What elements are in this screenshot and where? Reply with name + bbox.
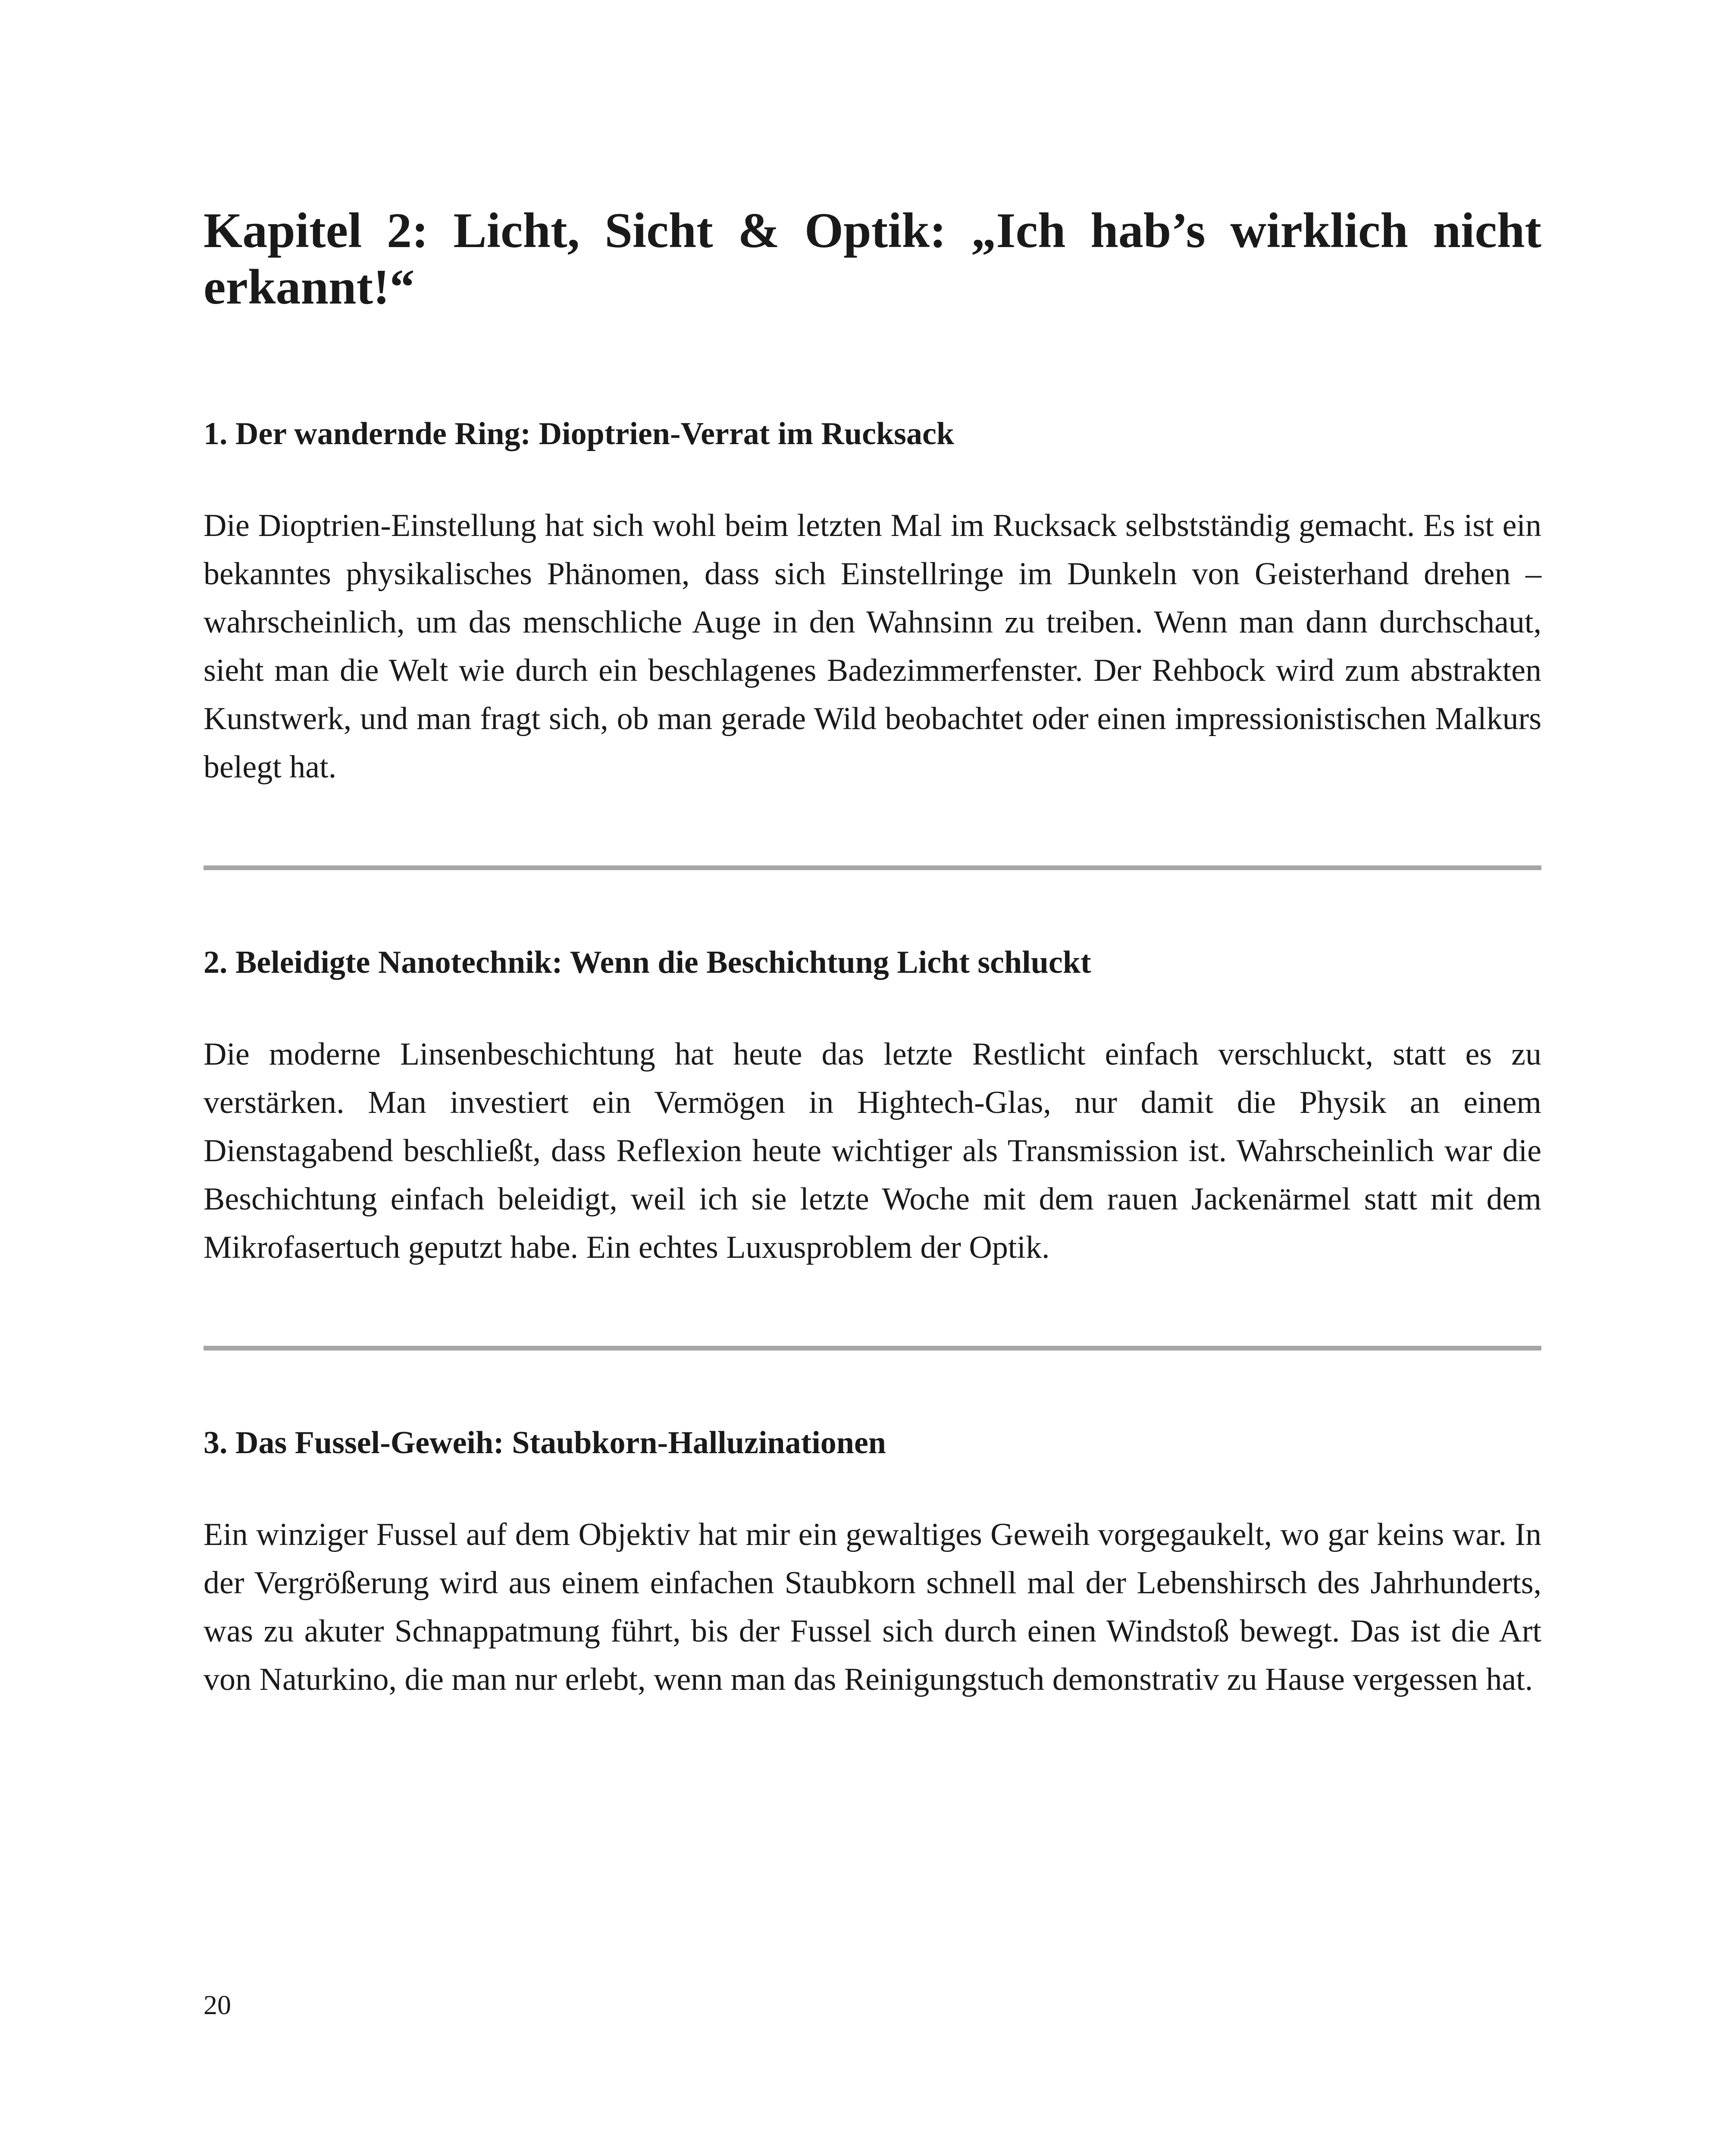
section-2: [204, 943, 1541, 1272]
section-divider: [204, 1346, 1541, 1351]
chapter-title: Kapitel 2: Licht, Sicht & Optik: „Ich hab’s wirklich nicht erkannt!“: [204, 203, 1541, 315]
section-heading: 1. Der wandernde Ring: Dioptrien-Verrat im Rucksack: [204, 416, 954, 452]
section-body: Ein winziger Fussel auf dem Objektiv hat mir ein gewaltiges Geweih vorgegaukelt, wo gar keins war. In der Vergrößerung wird aus einem einfachen Staubkorn schnell mal der Lebenshirsch des Jahrhunderts, was zu akuter Schnappatmung führt, bis der Fussel sich durch einen Windstoß bewegt. Das ist die Art von Naturkino, die man nur erlebt, wenn man das Reinigungstuch demonstrativ zu Hause vergessen hat.: [204, 1517, 1541, 1697]
section-heading: 3. Das Fussel-Geweih: Staubkorn-Halluzinationen: [204, 1425, 886, 1460]
section-3: [204, 1424, 1541, 1704]
section-body: Die Dioptrien-Einstellung hat sich wohl beim letzten Mal im Rucksack selbstständig gemacht. Es ist ein bekanntes physikalisches Phänomen, dass sich Einstellringe im Dunkeln von Geisterhand drehen – wahrscheinlich, um das menschliche Auge in den Wahnsinn zu treiben. Wenn man dann durchschaut, sieht man die Welt wie durch ein beschlagenes Badezimmerfenster. Der Rehbock wird zum abstrakten Kunstwerk, und man fragt sich, ob man gerade Wild beobachtet oder einen impressionistischen Malkurs belegt hat.: [204, 508, 1541, 785]
page-number: 20: [204, 1990, 231, 2020]
section-1: [204, 415, 1541, 791]
section-divider: [204, 865, 1541, 870]
section-heading: 2. Beleidigte Nanotechnik: Wenn die Beschichtung Licht schluckt: [204, 944, 1091, 980]
page-content: [204, 203, 1541, 1704]
section-body: Die moderne Linsenbeschichtung hat heute das letzte Restlicht einfach verschluckt, statt es zu verstärken. Man investiert ein Vermögen in Hightech-Glas, nur damit die Physik an einem Dienstagabend beschließt, dass Reflexion heute wichtiger als Transmission ist. Wahrscheinlich war die Beschichtung einfach beleidigt, weil ich sie letzte Woche mit dem rauen Jackenärmel statt mit dem Mikrofasertuch geputzt habe. Ein echtes Luxusproblem der Optik.: [204, 1036, 1541, 1265]
